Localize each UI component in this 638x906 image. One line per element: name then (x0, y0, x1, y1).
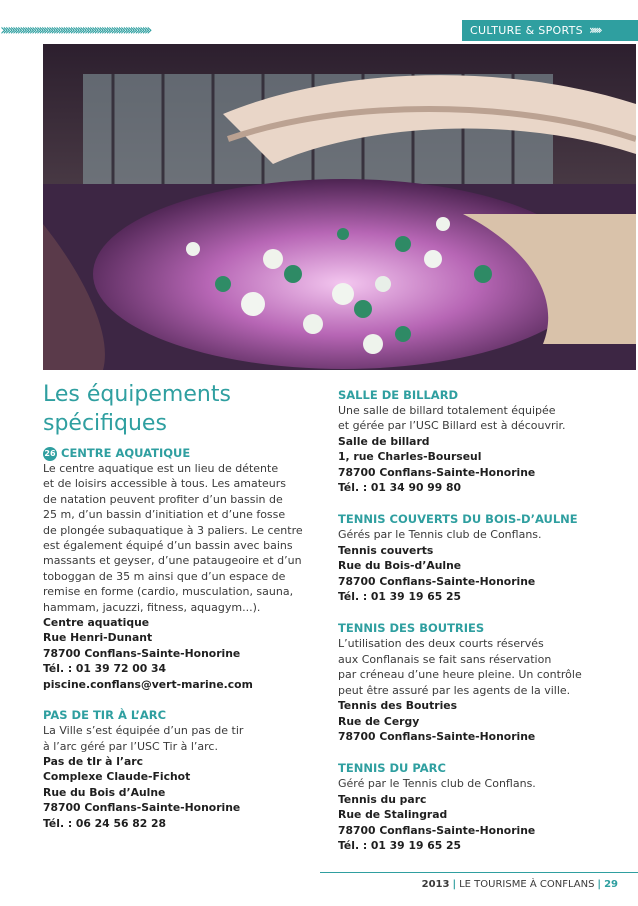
venue-place: Complexe Claude-Fichot (43, 770, 191, 784)
pool-illustration (43, 44, 636, 370)
text-line: massants et geyser, d’une pataugeoire et d’un (43, 554, 302, 568)
text-line: Géré par le Tennis club de Conflans. (338, 777, 536, 791)
venue-phone: Tél. : 06 24 56 82 28 (43, 816, 167, 830)
section-tab (462, 20, 638, 41)
entry-tennis-couverts (338, 512, 628, 604)
title-line-2: spécifiques (43, 411, 167, 436)
venue-city: 78700 Conflans-Sainte-Honorine (43, 646, 241, 660)
number-badge: 26 (43, 447, 57, 461)
page-title (43, 380, 323, 438)
footer-text: LE TOURISME À CONFLANS (459, 879, 595, 890)
text-line: à l’arc géré par l’USC Tir à l’arc. (43, 739, 218, 753)
entry-title: TENNIS DU PARC (338, 761, 446, 776)
footer-separator: | (597, 879, 602, 890)
venue-email[interactable]: piscine.conflans@vert-marine.com (43, 677, 253, 691)
venue-city: 78700 Conflans-Sainte-Honorine (338, 574, 536, 588)
entry-contact (338, 543, 628, 605)
entry-title: TENNIS DES BOUTRIES (338, 621, 485, 636)
entry-contact (43, 754, 323, 831)
entry-title (43, 446, 323, 461)
entry-description (338, 776, 628, 791)
text-line: de natation peuvent profiter d’un bassin de (43, 492, 283, 506)
text-line: remise en forme (cardio, musculation, sauna, (43, 585, 294, 599)
venue-city: 78700 Conflans-Sainte-Honorine (338, 729, 536, 743)
venue-street: Rue de Stalingrad (338, 808, 448, 822)
text-line: par créneau d’une heure pleine. Un contrôle (338, 668, 582, 682)
page-footer (422, 878, 618, 892)
venue-name: Salle de billard (338, 434, 430, 448)
text-line: de plongée subaquatique à 3 paliers. Le centre (43, 523, 303, 537)
venue-city: 78700 Conflans-Sainte-Honorine (43, 801, 241, 815)
text-line: et de loisirs accessible à tous. Les amateurs (43, 477, 287, 491)
venue-name: Tennis du parc (338, 792, 427, 806)
text-line: Une salle de billard totalement équipée (338, 404, 556, 417)
venue-name: Tennis couverts (338, 543, 434, 557)
venue-phone: Tél. : 01 39 72 00 34 (43, 662, 167, 676)
venue-city: 78700 Conflans-Sainte-Honorine (338, 465, 536, 479)
venue-city: 78700 Conflans-Sainte-Honorine (338, 823, 536, 837)
text-line: 25 m, d’un bassin d’initiation et d’une fosse (43, 508, 286, 522)
title-line-1: Les équipements (43, 382, 231, 407)
venue-phone: Tél. : 01 34 90 99 80 (338, 481, 462, 495)
left-column (43, 380, 323, 831)
venue-phone: Tél. : 01 39 19 65 25 (338, 590, 462, 604)
entry-billard (338, 388, 628, 495)
venue-phone: Tél. : 01 39 19 65 25 (338, 838, 462, 852)
right-column (338, 388, 628, 853)
entry-contact (338, 792, 628, 854)
entry-tir-arc (43, 708, 323, 831)
text-line: L’utilisation des deux courts réservés (338, 637, 544, 651)
venue-name: Pas de tIr à l’arc (43, 754, 144, 768)
footer-rule (320, 872, 638, 873)
section-label: CULTURE & SPORTS (470, 24, 583, 37)
venue-street: Rue de Cergy (338, 714, 420, 728)
footer-year: 2013 (421, 879, 450, 890)
chevron-icon: ›››››› (588, 23, 600, 37)
text-line: Gérés par le Tennis club de Conflans. (338, 528, 542, 542)
entry-description (43, 461, 323, 615)
entry-title: SALLE DE BILLARD (338, 388, 459, 402)
chevron-band: ›››››››››››››››››››››››››››››››››››››››››››››››››››››››››››››› (0, 20, 149, 39)
entry-contact (338, 434, 628, 496)
text-line: toboggan de 35 m ainsi que d’un espace de (43, 569, 286, 583)
venue-street: Rue Henri-Dunant (43, 631, 153, 645)
entry-centre-aquatique (43, 446, 323, 692)
text-line: est également équipé d’un bassin avec bains (43, 539, 293, 553)
entry-tennis-parc (338, 761, 628, 853)
text-line: et gérée par l’USC Billard est à découvrir. (338, 419, 566, 433)
entry-title-text: CENTRE AQUATIQUE (61, 446, 191, 460)
venue-name: Centre aquatique (43, 616, 150, 630)
text-line: hammam, jacuzzi, fitness, aquagym...). (43, 600, 261, 614)
entry-contact (338, 698, 628, 744)
venue-street: Rue du Bois-d’Aulne (338, 559, 462, 573)
text-line: aux Conflanais se fait sans réservation (338, 652, 552, 666)
entry-contact (43, 615, 323, 692)
text-line: La Ville s’est équipée d’un pas de tir (43, 724, 244, 738)
venue-street: 1, rue Charles-Bourseul (338, 450, 482, 464)
entry-description (338, 636, 628, 698)
page-number: 29 (604, 879, 618, 890)
text-line: peut être assuré par les agents de la ville. (338, 683, 571, 697)
entry-description (338, 403, 628, 434)
venue-street: Rue du Bois d’Aulne (43, 785, 166, 799)
pool-photo (43, 44, 636, 370)
venue-name: Tennis des Boutries (338, 699, 458, 713)
footer-separator: | (452, 879, 457, 890)
entry-description (338, 527, 628, 542)
entry-title: TENNIS COUVERTS DU BOIS-D’AULNE (338, 512, 578, 527)
text-line: Le centre aquatique est un lieu de détente (43, 462, 279, 475)
entry-title: PAS DE TIR À L’ARC (43, 708, 167, 723)
entry-description (43, 723, 323, 754)
entry-tennis-boutries (338, 621, 628, 744)
